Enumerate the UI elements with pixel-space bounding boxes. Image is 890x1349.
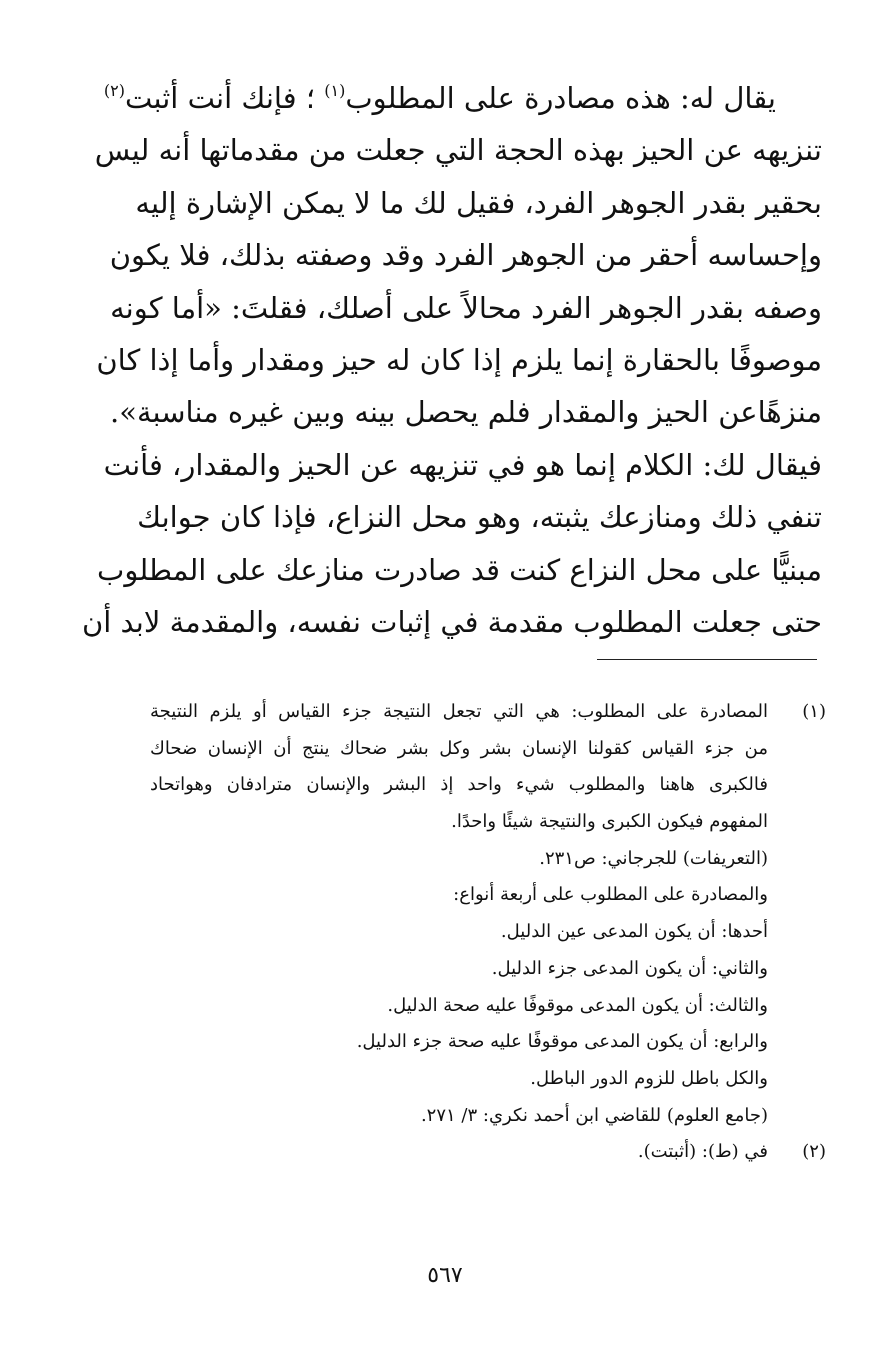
footnote-line: (جامع العلوم) للقاضي ابن أحمد نكري: ٣/ ٢٧١.	[420, 1104, 768, 1126]
main-text	[81, 72, 822, 648]
footnote-separator	[597, 659, 817, 660]
text-line-9: تنفي ذلك ومنازعك يثبته، وهو محل النزاع، فإذا كان جوابك	[137, 500, 822, 535]
footnote-1	[150, 694, 826, 1134]
text-line-2: تنزيهه عن الحيز بهذه الحجة التي جعلت من مقدماتها أنه ليس	[94, 133, 822, 168]
footnote-line: من جزء القياس كقولنا الإنسان بشر وكل بشر ضحاك ينتج أن الإنسان ضحاك	[150, 737, 768, 759]
footnote-line: والمصادرة على المطلوب على أربعة أنواع:	[453, 884, 768, 906]
text-line-1	[103, 72, 822, 124]
footnotes	[150, 694, 826, 1171]
footnote-number: (٢)	[802, 1141, 826, 1163]
text-line-10: مبنيًّا على محل النزاع كنت قد صادرت منازعك على المطلوب	[97, 552, 822, 587]
footnote-ref-2: (٢)	[103, 81, 125, 100]
text-line-7: منزهًاعن الحيز والمقدار فلم يحصل بينه وبين غيره مناسبة».	[109, 395, 822, 430]
footnote-number: (١)	[802, 701, 826, 722]
text-line-5: وصفه بقدر الجوهر الفرد محالاً على أصلك، فقلتَ: «أما كونه	[110, 290, 822, 325]
footnote-2	[150, 1134, 826, 1171]
text-segment: ؛ فإنك أنت أثبت	[125, 81, 316, 115]
footnote-line: فالكبرى هاهنا والمطلوب شيء واحد إذ البشر والإنسان مترادفان وهواتحاد	[150, 774, 768, 796]
footnote-line: المصادرة على المطلوب: هي التي تجعل النتيجة جزء القياس أو يلزم النتيجة	[150, 701, 768, 722]
text-segment: يقال له: هذه مصادرة على المطلوب	[345, 81, 776, 115]
footnote-ref-1: (١)	[324, 81, 346, 100]
footnote-line: في (ط): (أثبتت).	[637, 1141, 768, 1163]
footnote-line: أحدها: أن يكون المدعى عين الدليل.	[500, 921, 768, 943]
text-line-3: بحقير بقدر الجوهر الفرد، فقيل لك ما لا يمكن الإشارة إليه	[135, 185, 822, 220]
footnote-line: المفهوم فيكون الكبرى والنتيجة شيئًا واحدًا.	[451, 811, 768, 833]
footnote-line: والكل باطل للزوم الدور الباطل.	[530, 1067, 768, 1089]
footnote-line: والثاني: أن يكون المدعى جزء الدليل.	[491, 957, 768, 979]
text-line-11: حتى جعلت المطلوب مقدمة في إثبات نفسه، والمقدمة لابد أن	[81, 604, 822, 639]
footnote-line: (التعريفات) للجرجاني: ص٢٣١.	[539, 847, 768, 869]
page-number: ٥٦٧	[427, 1263, 463, 1288]
text-line-4: وإحساسه أحقر من الجوهر الفرد وقد وصفته بذلك، فلا يكون	[109, 238, 822, 273]
text-line-8: فيقال لك: الكلام إنما هو في تنزيهه عن الحيز والمقدار، فأنت	[103, 447, 822, 482]
footnote-line: والثالث: أن يكون المدعى موقوفًا عليه صحة الدليل.	[387, 994, 768, 1016]
text-line-6: موصوفًا بالحقارة إنما يلزم إذا كان له حيز ومقدار وأما إذا كان	[96, 342, 822, 377]
footnote-line: والرابع: أن يكون المدعى موقوفًا عليه صحة جزء الدليل.	[356, 1031, 768, 1053]
